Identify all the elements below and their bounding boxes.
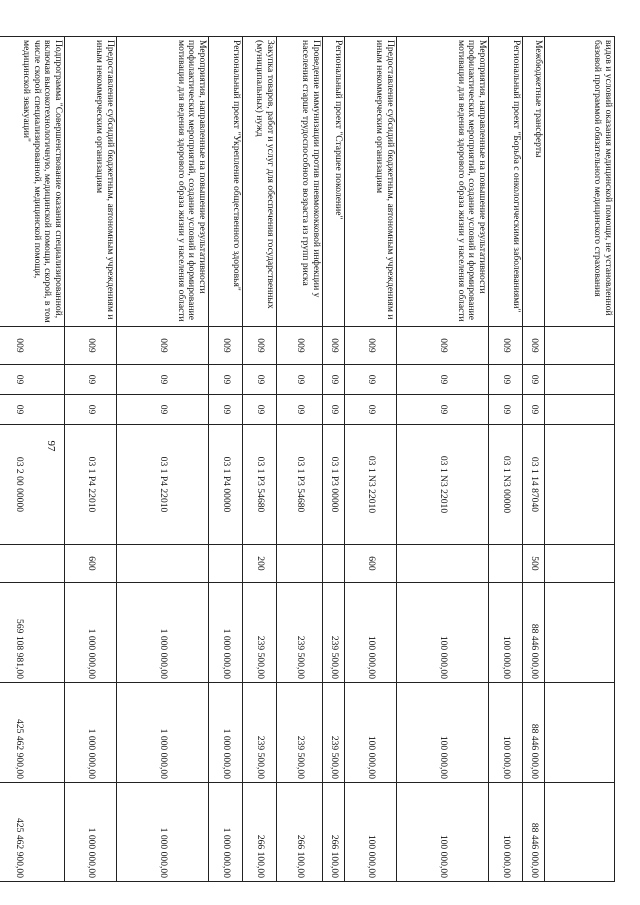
row-admin-code: 009 [277,327,323,365]
row-section: 09 [523,365,545,395]
row-section: 09 [277,365,323,395]
row-section: 09 [397,365,489,395]
row-expense-type: 600 [345,545,397,583]
row-section: 09 [65,365,117,395]
row-amount-2022 [545,783,615,882]
row-name: Предоставление субсидий бюджетным, автономным учреждениям и иным некоммерческим организациям [65,37,117,327]
row-amount-2020: 239 500,00 [243,583,277,683]
row-expense-type [323,545,345,583]
row-name: Закупка товаров, работ и услуг для обеспечения государственных (муниципальных) нужд [243,37,277,327]
row-amount-2020: 239 500,00 [277,583,323,683]
table-row [397,37,489,882]
row-subsection: 09 [209,395,243,425]
row-amount-2021: 1 000 000,00 [117,683,209,783]
row-name: Мероприятия, направленные на повышение результативности профилактических мероприятий, создание условий и формирование мотивации для ведения здорового образа жизни у населения области [397,37,489,327]
table-row [209,37,243,882]
row-admin-code: 009 [243,327,277,365]
row-admin-code: 009 [0,327,65,365]
row-subsection: 09 [397,395,489,425]
row-amount-2022: 425 462 900,00 [0,783,65,882]
row-target-article: 03 2 00 00000 [0,425,65,545]
row-amount-2022: 1 000 000,00 [117,783,209,882]
budget-table-body [0,37,615,882]
row-admin-code: 009 [397,327,489,365]
row-section: 09 [117,365,209,395]
row-subsection: 09 [489,395,523,425]
row-admin-code: 009 [323,327,345,365]
row-target-article: 03 1 P3 00000 [323,425,345,545]
row-target-article: 03 1 N3 22010 [397,425,489,545]
row-subsection: 09 [345,395,397,425]
row-amount-2021: 100 000,00 [489,683,523,783]
row-subsection: 09 [243,395,277,425]
row-amount-2020: 100 000,00 [489,583,523,683]
row-admin-code: 009 [345,327,397,365]
row-amount-2022: 100 000,00 [397,783,489,882]
row-name: Мероприятия, направленные на повышение результативности профилактических мероприятий, создание условий и формирование мотивации для ведения здорового образа жизни у населения области [117,37,209,327]
row-name: видов и условий оказания медицинской помощи, не установленной базовой программой обязательного медицинского страхования [545,37,615,327]
row-amount-2021 [545,683,615,783]
row-amount-2020: 1 000 000,00 [209,583,243,683]
row-amount-2022: 266 100,00 [323,783,345,882]
row-admin-code: 009 [489,327,523,365]
row-expense-type [489,545,523,583]
row-target-article: 03 1 P3 54680 [277,425,323,545]
row-amount-2021: 88 446 000,00 [523,683,545,783]
row-admin-code: 009 [523,327,545,365]
row-amount-2021: 100 000,00 [397,683,489,783]
row-name: Подпрограмма "Совершенствование оказания специализированной, включая высокотехнологичную, медицинской помощи, скорой, в том числе скорой специализированной, медицинской помощи, медицинской эвакуации" [0,37,65,327]
row-name: Региональный проект "Укрепление общественного здоровья" [209,37,243,327]
row-subsection: 09 [323,395,345,425]
row-target-article: 03 1 14 87040 [523,425,545,545]
row-admin-code [545,327,615,365]
row-expense-type [277,545,323,583]
row-section: 09 [489,365,523,395]
row-target-article: 03 1 P4 22010 [117,425,209,545]
row-expense-type: 500 [523,545,545,583]
row-amount-2020: 1 000 000,00 [117,583,209,683]
row-amount-2020: 100 000,00 [397,583,489,683]
row-amount-2020: 569 108 981,00 [0,583,65,683]
row-target-article: 03 1 P4 00000 [209,425,243,545]
row-amount-2020: 1 000 000,00 [65,583,117,683]
table-row [65,37,117,882]
row-amount-2022: 1 000 000,00 [65,783,117,882]
table-row [545,37,615,882]
table-row [277,37,323,882]
row-amount-2022: 100 000,00 [345,783,397,882]
row-amount-2021: 425 462 900,00 [0,683,65,783]
table-row [523,37,545,882]
row-subsection: 09 [117,395,209,425]
row-admin-code: 009 [209,327,243,365]
table-row [323,37,345,882]
budget-table [0,36,615,882]
row-amount-2020 [545,583,615,683]
row-amount-2020: 88 446 000,00 [523,583,545,683]
row-target-article: 03 1 P3 54680 [243,425,277,545]
table-row [0,37,65,882]
row-section [545,365,615,395]
row-amount-2021: 239 500,00 [277,683,323,783]
row-amount-2022: 1 000 000,00 [209,783,243,882]
row-expense-type [209,545,243,583]
row-expense-type: 200 [243,545,277,583]
row-name: Региональный проект "Борьба с онкологическими заболеваниями" [489,37,523,327]
row-admin-code: 009 [65,327,117,365]
row-subsection [545,395,615,425]
row-subsection: 09 [523,395,545,425]
table-row [243,37,277,882]
row-amount-2021: 1 000 000,00 [65,683,117,783]
row-amount-2021: 239 500,00 [323,683,345,783]
row-amount-2020: 239 500,00 [323,583,345,683]
row-expense-type [397,545,489,583]
row-section: 09 [345,365,397,395]
row-name: Региональный проект "Старшее поколение" [323,37,345,327]
row-expense-type: 600 [65,545,117,583]
row-expense-type [0,545,65,583]
row-amount-2021: 239 500,00 [243,683,277,783]
row-amount-2022: 266 100,00 [243,783,277,882]
row-target-article [545,425,615,545]
row-subsection: 09 [65,395,117,425]
row-section: 09 [323,365,345,395]
row-section: 09 [243,365,277,395]
row-name: Предоставление субсидий бюджетным, автономным учреждениям и иным некоммерческим организациям [345,37,397,327]
row-target-article: 03 1 P4 22010 [65,425,117,545]
row-amount-2020: 100 000,00 [345,583,397,683]
row-admin-code: 009 [117,327,209,365]
table-row [117,37,209,882]
row-subsection: 09 [277,395,323,425]
row-section: 09 [0,365,65,395]
row-expense-type [545,545,615,583]
row-amount-2022: 100 000,00 [489,783,523,882]
row-name: Проведение иммунизации против пневмококковой инфекции у населения старше трудоспособного возраста из групп риска [277,37,323,327]
row-expense-type [117,545,209,583]
table-row [489,37,523,882]
row-amount-2021: 1 000 000,00 [209,683,243,783]
table-row [345,37,397,882]
row-target-article: 03 1 N3 22010 [345,425,397,545]
page-number: 97 [45,440,57,452]
row-amount-2021: 100 000,00 [345,683,397,783]
row-name: Межбюджетные трансферты [523,37,545,327]
row-amount-2022: 88 446 000,00 [523,783,545,882]
row-subsection: 09 [0,395,65,425]
row-target-article: 03 1 N3 00000 [489,425,523,545]
row-section: 09 [209,365,243,395]
row-amount-2022: 266 100,00 [277,783,323,882]
